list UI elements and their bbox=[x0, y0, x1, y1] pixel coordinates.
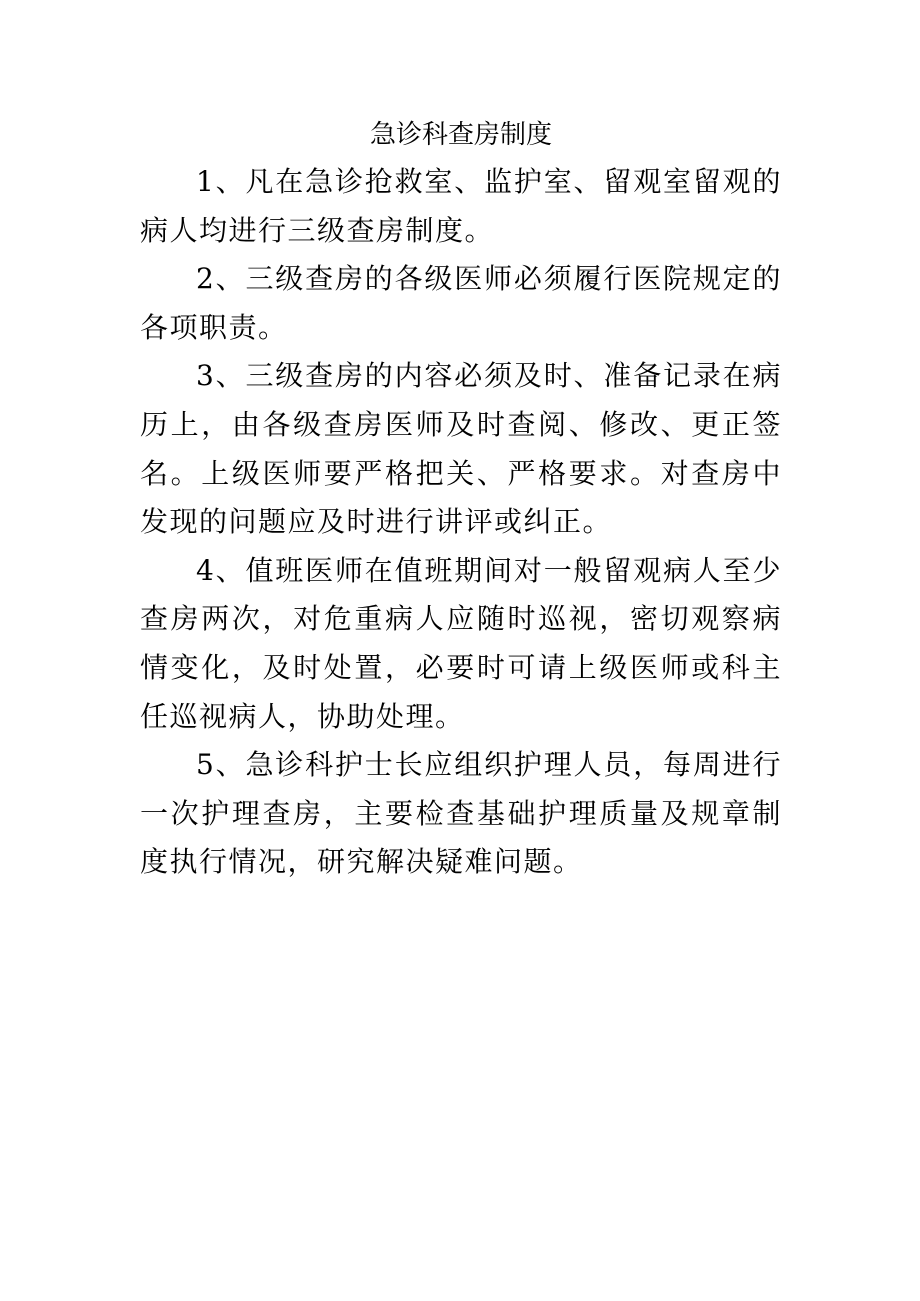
paragraph-3: 3、三级查房的内容必须及时、准备记录在病历上，由各级查房医师及时查阅、修改、更正签名。上级医师要严格把关、严格要求。对查房中发现的问题应及时进行讲评或纠正。 bbox=[140, 359, 782, 539]
paragraph-5: 5、急诊科护士长应组织护理人员，每周进行一次护理查房，主要检查基础护理质量及规章制度执行情况，研究解决疑难问题。 bbox=[140, 748, 782, 879]
paragraph-2: 2、三级查房的各级医师必须履行医院规定的各项职责。 bbox=[140, 262, 782, 344]
paragraph-4: 4、值班医师在值班期间对一般留观病人至少查房两次，对危重病人应随时巡视，密切观察病情变化，及时处置，必要时可请上级医师或科主任巡视病人，协助处理。 bbox=[140, 553, 782, 733]
paragraph-1: 1、凡在急诊抢救室、监护室、留观室留观的病人均进行三级查房制度。 bbox=[140, 165, 782, 247]
document-body bbox=[140, 112, 782, 887]
document-title: 急诊科查房制度 bbox=[369, 120, 552, 150]
